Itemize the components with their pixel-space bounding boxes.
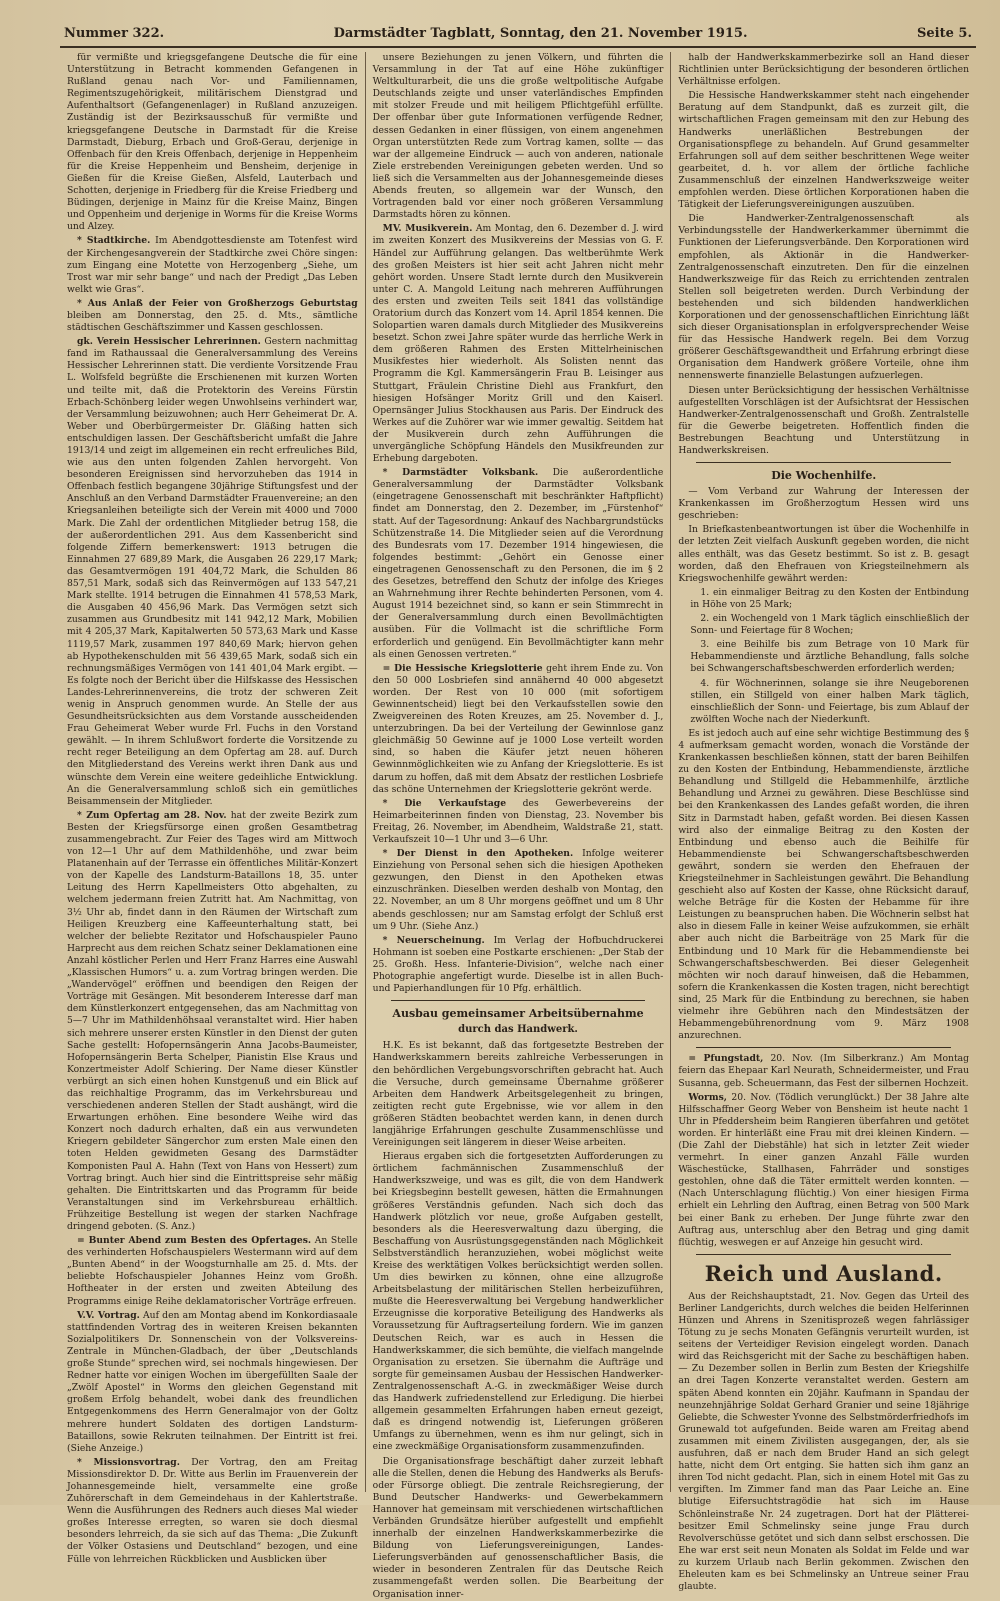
article-paragraph: halb der Handwerkskammerbezirke soll an Hand dieser Richtlinien unter Berücksichtigung der besonderen örtlichen Verhältnisse erfolgen. bbox=[678, 52, 970, 88]
article-paragraph: Die Hessische Handwerkskammer steht nach eingehender Beratung auf dem Standpunkt, daß es zurzeit gilt, die wirtschaftlichen Fragen gemeinsam mit den zur Hebung des Handwerks unerläßlichen Bestrebungen der Organisationspflege zu behandeln. Auf Grund gesammelter Erfahrungen soll auf dem seither beschrittenen Wege weiter gearbeitet, d. h. vor allem der örtliche fachliche Zusammenschluß der einzelnen Handwerkszweige weiter empfohlen werden. Diese örtlichen Korporationen haben die Tätigkeit der Lieferungsvereinigungen auszuüben. bbox=[678, 90, 970, 211]
issue-number: Nummer 322. bbox=[64, 26, 165, 41]
list-item: 4. für Wöchnerinnen, solange sie ihre Neugeborenen stillen, ein Stillgeld von einer halben Mark täglich, einschließlich der Sonn- und Feiertage, bis zum Ablauf der zwölften Woche nach der Niederkunft. bbox=[690, 677, 970, 725]
article-paragraph: für vermißte und kriegsgefangene Deutsche die für eine Unterstützung in Betracht kommenden Gefangenen in Rußland genau nach Vor- und Familiennamen, Regimentszugehörigkeit, militärischem Dienstgrad und Aufenthaltsort (Gefangenenlager) in Rußland anzuzeigen. Zuständig ist der Bezirksausschuß für vermißte und kriegsgefangene Deutsche in Darmstadt für die Kreise Darmstadt, Dieburg, Erbach und Groß-Gerau, derjenige in Offenbach für den Kreis Offenbach, derjenige in Heppenheim für die Kreise Heppenheim und Bensheim, derjenige in Gießen für die Kreise Gießen, Alsfeld, Lauterbach und Schotten, derjenige in Friedberg für die Kreise Friedberg und Büdingen, derjenige in Mainz für die Kreise Mainz, Bingen und Oppenheim und derjenige in Worms für die Kreise Worms und Alzey. bbox=[67, 52, 358, 233]
article-headline: = Die Hessische Kriegslotterie bbox=[382, 662, 543, 674]
article-paragraph: Hieraus ergaben sich die fortgesetzten Aufforderungen zu örtlichem fachmännischen Zusammenschluß der Handwerkszweige, und was es gilt, die von dem Handwerk bei Kriegsbeginn bestellt gewesen, hätten die Ermahnungen größeres Verständnis gefunden. Nach sich doch das Handwerk plötzlich vor neue, große Aufgaben gestellt, besonders als die Heeresverwaltung dazu überging, die Beschaffung von Ausrüstungsgegenständen nach Möglichkeit Selbstverständlich heranzuziehen, wobei möglichst weite Kreise des werktätigen Volkes berücksichtigt werden sollen. Um dies bewirken zu können, ohne eine allzugroße Arbeitsbelastung der militärischen Stellen herbeizuführen, mußte die Heeresverwaltung bei Vergebung handwerklicher Erzeugnisse die korporative Beteiligung des Handwerks als Voraussetzung für Auftragserteilung fordern. Wie im ganzen Deutschen Reich, war es auch in Hessen die Handwerkskammer, die sich bemühte, die vielfach mangelnde Organisation zu ersetzen. Sie übernahm die Aufträge und sorgte für gemeinsamen Ausbau der Hessischen Handwerker-Zentralgenossenschaft A.-G. in zweckmäßiger Weise durch das Handwerk zufriedenstellend zur Erledigung. Die hierbei allgemein gesammelten Erfahrungen haben erneut gezeigt, daß es dringend notwendig ist, Lieferungen größeren Umfangs zu übernehmen, wenn es ihm nur gelingt, sich in eine zweckmäßige Organisationsform zusammenzufinden. bbox=[372, 1151, 664, 1453]
article-body: 20. Nov. (Tödlich verunglückt.) Der 38 Jahre alte Hilfsschaffner Georg Weber von Bensheim ist heute nacht 1 Uhr in Pfeddersheim beim Rangieren überfahren und getötet worden. Er hinterläßt eine Frau mit drei kleinen Kindern. — (Die Zahl der Diebstähle) hat sich in letzter Zeit wieder vermehrt. In einer ganzen Anzahl Fälle wurden Wäschestücke, Stallhasen, Fahrräder und sonstiges gestohlen, ohne daß die Täter ermittelt werden konnten. — (Nach Unterschlagung flüchtig.) Von einer hiesigen Firma erhielt ein Lehrling den Auftrag, einen Betrag von 500 Mark bei einer Bank zu erheben. Der Junge führte zwar den Auftrag aus, unterschlug aber den Betrag und ging damit flüchtig, weswegen er auf Anzeige hin gesucht wird. bbox=[678, 1091, 970, 1248]
article-body: Im Verlag der Hofbuchdruckerei Hohmann ist soeben eine Postkarte erschienen: „Der Stab der 25. Großh. Hess. Infanterie-Division“, welche nach einer Photographie angefertigt wurde. Dieselbe ist in allen Buch- und Papierhandlungen für 10 Pfg. erhältlich. bbox=[372, 934, 664, 995]
article-paragraph bbox=[373, 848, 664, 933]
article-headline: Worms, bbox=[688, 1091, 727, 1103]
article-body: Am Montag, den 6. Dezember d. J. wird im zweiten Konzert des Musikvereins der Messias von G. F. Händel zur Aufführung gelangen. Das weltberühmte Werk des großen Meisters ist hier seit acht Jahren nicht mehr gehört worden. Unsere Stadt lernte durch den Musikverein unter C. A. Mangold Leitung nach mehreren Aufführungen des ersten und zweiten Teils seit 1841 das vollständige Oratorium durch das Konzert vom 14. April 1854 kennen. Die Solopartien waren damals durch Mitglieder des Musikvereins besetzt. Schon zwei Jahre später wurde das herrliche Werk in dem größeren Rahmen des Ersten Mittelrheinischen Musikfestes hier wiederholt. Als Solisten nennt das Programm die Kgl. Kammersängerin Frau B. Leisinger aus Stuttgart, Fräulein Christine Diehl aus Frankfurt, den hiesigen Hofsänger Moritz Grill und den Kaiserl. Opernsänger Julius Stockhausen aus Paris. Der Eindruck des Werkes auf die Zuhörer war wie immer gewaltig. Seitdem hat der Musikverein durch zehn Aufführungen die unvergängliche Schöpfung Händels den Musikfreunden zur Erhebung dargeboten. bbox=[372, 223, 664, 465]
article-headline: gk. Verein Hessischer Lehrerinnen. bbox=[77, 336, 261, 348]
article-paragraph: Diesen unter Berücksichtigung der hessischen Verhältnisse aufgestellten Vorschlägen ist der Aufsichtsrat der Hessischen Handwerker-Zentralgenossenschaft und Großh. Zentralstelle für die Gewerbe beigetreten. Hoffentlich finden die Bestrebungen Beachtung und Unterstützung in Handwerkskreisen. bbox=[678, 384, 970, 456]
article-headline: * Neuerscheinung. bbox=[382, 934, 485, 946]
article-paragraph bbox=[373, 223, 664, 465]
article-headline: MV. Musikverein. bbox=[382, 223, 473, 235]
article-headline: * Darmstädter Volksbank. bbox=[382, 467, 539, 479]
article-paragraph: Es ist jedoch auch auf eine sehr wichtige Bestimmung des § 4 aufmerksam gemacht worden, wonach die Vorstände der Krankenkassen beschließen können, statt der baren Beihilfen zu den Kosten der Entbindung, Hebammendienste, ärztliche Behandlung und Stillgeld die Hebammenhilfe, ärztliche Behandlung und Arznei zu gewähren. Diese Beschlüsse sind bei den Krankenkassen des Landes gefaßt worden, die ihren Sitz in Darmstadt haben, gefaßt worden. Bei diesen Kassen wird also der einmalige Beitrag zu den Kosten der Entbindung und ebenso auch die Beihilfe für Hebammendienste bei Schwangerschaftsbeschwerden gewährt, sondern sie werden den Ehefrauen der Kriegsteilnehmer in Sachleistungen gewährt. Die Behandlung geschieht also auf Kosten der Kasse, ohne Rücksicht darauf, welche Beträge für die Kosten der Hebamme für ihre Leistungen zu beanspruchen haben. Die Wöchnerin selbst hat also in diesem Falle in keiner Weise aufzukommen, sie erhält aber auch nicht die Barbeiträge von 25 Mark für die Entbindung und 10 Mark für die Hebammendienste bei Schwangerschaftsbeschwerden. Bei dieser Gelegenheit möchten wir noch darauf hinweisen, daß die Hebammen, sofern die Krankenkassen die Kosten tragen, nicht berechtigt sind, 25 Mark für die Entbindung zu berechnen, sie haben vielmehr ihre Gebühren nach den Mindestsätzen der Hebammengebührenordnung vom 9. März 1908 anzurechnen. bbox=[678, 727, 970, 1042]
article-paragraph bbox=[678, 1092, 969, 1249]
masthead-title: Darmstädter Tagblatt, Sonntag, den 21. November 1915. bbox=[333, 26, 748, 41]
article-paragraph bbox=[373, 798, 664, 846]
article-paragraph bbox=[373, 935, 664, 995]
page-number: Seite 5. bbox=[917, 26, 972, 41]
section-divider bbox=[696, 462, 951, 463]
article-paragraph bbox=[67, 1310, 358, 1455]
section-subtitle: durch das Handwerk. bbox=[458, 1024, 578, 1036]
article-body: bleiben am Donnerstag, den 25. d. Mts., sämtliche städtischen Geschäftszimmer und Kassen geschlossen. bbox=[67, 309, 358, 334]
article-paragraph bbox=[67, 298, 358, 334]
article-paragraph: Aus der Reichshauptstadt, 21. Nov. Gegen das Urteil des Berliner Landgerichts, durch welches die beiden Helferinnen Hünzen und Ahrens in Szenitisprozeß wegen fahrlässiger Tötung zu je sechs Monaten Gefängnis verurteilt wurden, ist seitens der Verteidiger Revision eingelegt worden. Danach wird das Reichsgericht mit der Sache zu beschäftigen haben. — Zu Dezember sollen in Berlin zum Besten der Kriegshilfe an drei Tagen Konzerte veranstaltet werden. Gestern am späten Abend konnten ein 20jähr. Kaufmann in Spandau der neunzehnjährige Soldat Gerhard Granier und seine 18jährige Geliebte, die Schwester Yvonne des Selbstmörderfriedhofs im Grunewald tot aufgefunden. Beide waren am Freitag abend zusammen mit einem Zivilisten ausgegangen, der, als sie ausfuhren, daß er nach dem Bruder Hand an sich gelegt hatte, nicht dem Ort entging. Sie hatten sich ihm ganz an ihren Tod nicht gedacht. Plan, sich in einem Hotel mit Gas zu vergiften. Im Zimmer fand man das Paar Leiche an. Eine blutige Eifersuchtstragödie hat sich im Hause Schönleinstraße Nr. 24 zugetragen. Dort hat der Plätterei-besitzer Emil Schmelinsky seine junge Frau durch Revolverschüsse getötet und sich dann selbst erschossen. Die Ehe war erst seit neun Monaten als Soldat im Felde und war zu kurzem Urlaub nach Berlin gekommen. Zwischen den Eheleuten kam es bei Schmelinsky an Untreue seiner Frau glaubte. bbox=[678, 1290, 970, 1593]
section-title-large: Reich und Ausland. bbox=[704, 1260, 943, 1286]
article-headline: * Der Dienst in den Apotheken. bbox=[382, 848, 574, 860]
article-headline: * Stadtkirche. bbox=[77, 235, 151, 247]
article-body: Auf den am Montag abend im Konkordiasaale stattfindenden Vortrag des in weiteren Kreisen bekannten Sozialpolitikers Dr. Sonnenschein von der Volksvereins-Zentrale in München-Gladbach, der über „Deutschlands große Stunde“ sprechen wird, sei nochmals hingewiesen. Der Redner hatte vor einigen Wochen im übergefüllten Saale der „Zwölf Apostel“ in Worms den gleichen Gegenstand mit großem Erfolg behandelt, wobei dank des freundlichen Entgegenkommens des Herrn Generalmajor von der Goltz mehrere hundert Soldaten des dortigen Landsturm-Bataillons, sowie Rekruten teilnahmen. Der Eintritt ist frei. (Siehe Anzeige.) bbox=[67, 1309, 358, 1454]
article-body: Die außerordentliche Generalversammlung der Darmstädter Volksbank (eingetragene Genossenschaft mit beschränkter Haftpflicht) findet am Donnerstag, den 2. Dezember, im „Fürstenhof“ statt. Auf der Tagesordnung: Ankauf des Nachbargrundstücks Schützenstraße 14. Die Mitglieder seien auf die Verordnung des Bundesrats vom 17. Dezember 1914 hingewiesen, die folgendes bestimmt: „Gehört ein Genosse einer eingetragenen Genossenschaft zu den Personen, die im § 2 des Gesetzes, betreffend den Schutz der infolge des Krieges an Wahrnehmung ihrer Rechte behinderten Personen, vom 4. August 1914 bezeichnet sind, so kann er sein Stimmrecht in der Generalversammlung durch einen Bevollmächtigten ausüben. Für die Vollmacht ist die schriftliche Form erforderlich und genügend. Ein Bevollmächtigter kann mehr als einen Genossen vertreten.“ bbox=[372, 467, 664, 660]
article-body: Der Vortrag, den am Freitag Missionsdirektor D. Dr. Witte aus Berlin im Frauenverein der Johannesgemeinde hielt, versammelte eine große Zuhörerschaft in dem Gemeindehaus in der Kahlertstraße. Wenn die Ausführungen des Redners auch dieses Mal wieder großes Interesse erregten, so waren sie doch diesmal besonders lehrreich, da sie sich auf das Thema: „Die Zukunft der Völker Ostasiens und Deutschland“ bezogen, und eine Fülle von lehrreichen Rückblicken und Ausblicken über bbox=[67, 1456, 358, 1565]
article-headline: = Bunter Abend zum Besten des Opfertages. bbox=[77, 1235, 312, 1247]
article-headline: * Missionsvortrag. bbox=[77, 1456, 180, 1468]
article-headline: V.V. Vortrag. bbox=[77, 1309, 140, 1321]
article-headline: * Zum Opfertag am 28. Nov. bbox=[77, 809, 227, 821]
column-2 bbox=[365, 52, 671, 1600]
article-paragraph bbox=[67, 1235, 358, 1308]
article-body: 20. Nov. (Im Silberkranz.) Am Montag feiern das Ehepaar Karl Neurath, Schneidermeister, und Frau Susanna, geb. Scheuermann, das Fest der silbernen Hochzeit. bbox=[678, 1053, 970, 1089]
article-body: hat der zweite Bezirk zum Besten der Kriegsfürsorge einen großen Gesamtbetrag zusammengebracht. Zur Feier des Tages wird am Mittwoch von 12—1 Uhr auf dem Mathildenhöhe, und zwar beim Platanenhain auf der Terrasse ein öffentliches Militär-Konzert von der Kapelle des Landsturm-Bataillons 18, 35. unter Leitung des Herrn Kapellmeisters Otto abgehalten, zu welchem jedermann freien Zutritt hat. Am Nachmittag, von 3½ Uhr ab, findet dann in den Räumen der Wirtschaft zum Heiligen Kreuzberg eine Kaffeeunterhaltung statt, bei welcher der beliebte Rezitator und Hofschauspieler Pauno Harprecht aus dem reichen Schatz seiner Deklamationen eine Anzahl köstlicher Perlen und Herr Franz Harres eine Auswahl „Klassischen Humors“ u. a. zum Vortrag bringen werden. Die „Wandervögel“ eröffnen und beendigen den Reigen der Vorträge mit Gesängen. Mit besonderem Interesse darf man dem Künstlerkonzert entgegensehen, das am Nachmittag von 5—7 Uhr im Mathildenhöhsaal veranstaltet wird. Hier haben sich mehrere unserer ersten Künstler in den Dienst der guten Sache gestellt: Hofopernsängerin Anna Jacobs-Baumeister, Hofopernsängerin Berta Schelper, Pianistin Else Kraus und Konzertmeister Adolf Schiering. Der Name dieser Künstler verbürgt an sich einen hohen Kunstgenuß und ein Blick auf das reichhaltige Programm, das im Verkehrsbureau und verschiedenen anderen Stellen der Stadt aushängt, wird die Erwartungen erhöhen. Eine besondere Weihe wird das Konzert noch dadurch erhalten, daß ein aus verwundeten Kriegern gebildeter Sängerchor zum ersten Male einen den toten Helden gewidmeten Gesang des Darmstädter Komponisten Paul A. Hahn (Text von Hans von Hessert) zum Vortrag bringt. Auch hier sind die Eintrittspreise sehr mäßig gehalten. Die Eintrittskarten und das Programm für beide Veranstaltungen sind im Verkehrsbureau erhältlich. Frühzeitige Bestellung ist wegen der starken Nachfrage dringend geboten. (S. Anz.) bbox=[67, 809, 358, 1232]
article-paragraph: Die Organisationsfrage beschäftigt daher zurzeit lebhaft alle die Stellen, denen die Hebung des Handwerks als Berufs- oder Fürsorge obliegt. Die zentrale Reichsregierung, der Bund Deutscher Handwerks- und Gewerbekammern Hannover hat gemeinsam mit verschiedenen wirtschaftlichen Verbänden Grundsätze hierüber aufgestellt und empfiehlt innerhalb der einzelnen Handwerkskammerbezirke die Bildung von Lieferungsvereinigungen, Landes-Lieferungsverbänden auf genossenschaftlicher Basis, die wieder in besonderen Zentralen für das Deutsche Reich zusammengefaßt werden sollen. Die Bearbeitung der Organisation inner- bbox=[372, 1455, 664, 1600]
article-paragraph bbox=[678, 1053, 969, 1089]
article-paragraph bbox=[67, 1457, 358, 1566]
article-paragraph: unsere Beziehungen zu jenen Völkern, und führten die Versammlung in der Tat auf eine Höhe zukünftiger Weltkulturarbeit, die uns die große weltpolitische Aufgabe Deutschlands zeigte und unser vaterländisches Empfinden mit stolzer Freude und mit heiligem Pflichtgefühl erfüllte. Der offenbar über gute Informationen verfügende Redner, dessen Gedanken in einer flüssigen, von einem angenehmen Organ unterstützten Rede zum Vortrag kamen, sollte — das war der allgemeine Eindruck — auch von anderen, nationale Ziele erstrebenden Vereinigungen gebeten werden. Und so ließ sich die Versammelten aus der Johannesgemeinde dieses Abends freuten, so allgemein war der Wunsch, den Vortragenden bald vor einer noch größeren Versammlung Darmstadts hören zu können. bbox=[372, 52, 664, 221]
article-headline: * Aus Anlaß der Feier von Großherzogs Geburtstag bbox=[77, 297, 358, 309]
article-body: Infolge weiterer Einziehung von Personal sehen sich die hiesigen Apotheken gezwungen, den Dienst in den Apotheken etwas einzuschränken. Dieselben werden deshalb von Montag, den 22. November, an um 8 Uhr morgens geöffnet und um 8 Uhr abends geschlossen; nur am Samstag erfolgt der Schluß erst um 9 Uhr. (Siehe Anz.) bbox=[372, 848, 664, 932]
article-paragraph bbox=[67, 810, 358, 1233]
columns bbox=[60, 52, 976, 1600]
article-headline: = Pfungstadt, bbox=[688, 1053, 764, 1065]
article-body: geht ihrem Ende zu. Von den 50 000 Losbriefen sind annähernd 40 000 abgesetzt worden. Der Rest von 10 000 (mit sofortigem Gewinnentscheid) liegt bei den Verkaufsstellen sowie den Zweigvereinen des Roten Kreuzes, am 25. November d. J., unterzubringen. Da bei der Verteilung der Gewinnlose ganz gleichmäßig 50 Gewinne auf je 1000 Lose verteilt worden sind, so haben die Käufer jetzt neuen höheren Gewinnmöglichkeiten wie zu Anfang der Kriegslotterie. Es ist darum zu hoffen, daß mit dem Absatz der restlichen Losbriefe das schöne Unternehmen der Kriegslotterie gekrönt werde. bbox=[372, 662, 664, 795]
article-paragraph: Die Handwerker-Zentralgenossenschaft als Verbindungsstelle der Handwerkerkammer übernimmt die Funktionen der Lieferungsverbände. Den Korporationen wird empfohlen, als Aktionär in die Handwerker-Zentralgenossenschaft einzutreten. Den für die einzelnen Handwerkszweige für das Reich zu errichtenden zentralen Stellen soll beigetreten werden. Durch Verbindung der bestehenden und sich bildenden handwerklichen Korporationen und der genossenschaftlichen Einrichtung läßt sich dieser Organisationsplan in erfolgversprechender Weise für das Hessische Handwerk regeln. Bei dem Vorzug größerer Geschäftsgewandtheit und Erfahrung erbringt diese Organisation dem Handwerk größere Vorteile, ohne ihm nennenswerte finanzielle Belastungen aufzuerlegen. bbox=[678, 213, 970, 382]
article-paragraph: — Vom Verband zur Wahrung der Interessen der Krankenkassen im Großherzogtum Hessen wird uns geschrieben: bbox=[678, 486, 970, 522]
list-item: 3. eine Beihilfe bis zum Betrage von 10 Mark für Hebammendienste und ärztliche Behandlung, falls solche bei Schwangerschaftsbeschwerden erforderlich werden; bbox=[690, 639, 970, 675]
page-header bbox=[60, 26, 976, 48]
section-title: Die Wochenhilfe. bbox=[771, 469, 877, 483]
article-headline: * Die Verkaufstage bbox=[382, 797, 507, 809]
article-paragraph: H.K. Es ist bekannt, daß das fortgesetzte Bestreben der Handwerkskammern bereits zahlreiche Verbesserungen in den behördlichen Vergebungsvorschriften gebracht hat. Auch die Versuche, durch gemeinsame Übernahme größerer Arbeiten dem Handwerk Arbeitsgelegenheit zu bringen, zeitigten recht gute Ergebnisse, wie vor allem in den größeren Städten beobachtet werden kann, in denen durch langjährige Erfahrungen geschulte Zusammenschlüsse und Vereinigungen seit längerem in dieser Weise arbeiten. bbox=[372, 1040, 664, 1149]
column-3 bbox=[670, 52, 976, 1593]
section-divider bbox=[696, 1047, 951, 1048]
article-paragraph bbox=[373, 663, 664, 796]
article-body: des Gewerbevereins der Heimarbeiterinnen finden von Dienstag, 23. November bis Freitag, 26. November, im Abendheim, Waldstraße 21, statt. Verkaufszeit 10—1 Uhr und 3—6 Uhr. bbox=[372, 797, 664, 845]
section-divider bbox=[391, 1000, 646, 1001]
article-paragraph: In Briefkastenbeantwortungen ist über die Wochenhilfe in der letzten Zeit vielfach Auskunft gegeben worden, die nicht alles enthält, was das Gesetz bestimmt. So ist z. B. gesagt worden, daß den Ehefrauen von Kriegsteilnehmern als Kriegswochenhilfe gewährt werden: bbox=[678, 524, 970, 584]
article-body: Gestern nachmittag fand im Rathaussaal die Generalversammlung des Vereins Hessischer Lehrerinnen statt. Die verdiente Vorsitzende Frau L. Wolfsfeld begrüßte die Erschienenen mit kurzen Worten und teilte mit, daß die Protektorin des Vereins Fürstin Erbach-Schönberg leider wegen Unwohlseins verhindert war, der Versammlung beizuwohnen; auch Herr Geheimerat Dr. A. Weber und Oberbürgermeister Dr. Gläßing hatten sich entschuldigen lassen. Der Geschäftsbericht umfaßt die Jahre 1913/14 und zeigt im allgemeinen ein recht erfreuliches Bild, wie aus den unten folgenden Zahlen hervorgeht. Von besonderen Ereignissen sind hervorzuheben das 1914 in Offenbach festlich begangene 30jährige Stiftungsfest und der Anschluß an den Verband Darmstädter Frauenvereine; an den Kriegsanleihen beteiligte sich der Verein mit 4000 und 7000 Mark. Die Zahl der ordentlichen Mitglieder betrug 158, die der außerordentlichen 291. Aus dem Kassenbericht sind folgende Ziffern bemerkenswert: 1913 betrugen die Einnahmen 27 689,89 Mark, die Ausgaben 26 229,17 Mark; das Gesamtvermögen 191 404,72 Mark, die Schulden 86 857,51 Mark, sodaß sich das Reinvermögen auf 133 547,21 Mark stellte. 1914 betrugen die Einnahmen 41 578,53 Mark, die Ausgaben 40 456,96 Mark. Das Vermögen setzt sich zusammen aus Grundbesitz mit 141 942,12 Mark, Mobilien mit 4 205,37 Mark, Kapitalwerten 50 573,63 Mark und Kasse 1119,57 Mark, zusammen 197 840,69 Mark; hiervon gehen ab Hypothekenschulden mit 56 439,65 Mark, sodaß sich ein rechnungsmäßiges Vermögen von 141 401,04 Mark ergibt. — Es folgte noch der Bericht über die Hilfskasse des Hessischen Landes-Lehrerinnenvereins, die trotz der schweren Zeit wenig in Anspruch genommen wurde. An Stelle der aus Gesundheitsrücksichten aus dem Vorstande ausscheidenden Frau Geheimerat Weber wurde Frl. Fuchs in den Vorstand gewählt. — In ihrem Schlußwort forderte die Vorsitzende zu recht reger Beteiligung an dem Opfertag am 28. auf. Durch den Mitgliederstand des Vereins werkt ihren Dank aus und wünschte dem Verein eine weitere gedeihliche Entwicklung. An die Generalversammlung schloß sich ein gemütliches Beisammensein der Mitglieder. bbox=[67, 336, 358, 807]
section-title: Ausbau gemeinsamer Arbeitsübernahme bbox=[392, 1007, 644, 1021]
column-1 bbox=[60, 52, 365, 1565]
section-divider bbox=[696, 1254, 951, 1255]
article-paragraph bbox=[67, 235, 358, 295]
list-item: 1. ein einmaliger Beitrag zu den Kosten der Entbindung in Höhe von 25 Mark; bbox=[690, 586, 970, 610]
list-item: 2. ein Wochengeld von 1 Mark täglich einschließlich der Sonn- und Feiertage für 8 Wochen; bbox=[690, 613, 970, 637]
article-paragraph bbox=[373, 467, 664, 661]
article-paragraph bbox=[67, 336, 358, 808]
article-body: Im Abendgottesdienste am Totenfest wird der Kirchengesangverein der Stadtkirche zwei Chöre singen: zum Eingang eine Motette von Herzogenberg „Siehe, um Trost war mir sehr bange“ und nach der Predigt „Das Leben welkt wie Gras“. bbox=[67, 235, 358, 295]
article-body: An Stelle des verhinderten Hofschauspielers Westermann wird auf dem „Bunten Abend“ in der Woogsturnhalle am 25. d. Mts. der beliebte Hofschauspieler Johannes Heinz vom Großh. Hoftheater in der ersten und zweiten Abteilung des Programms einige Reihe deklamatorischer Vorträge erfreuen. bbox=[67, 1235, 358, 1307]
